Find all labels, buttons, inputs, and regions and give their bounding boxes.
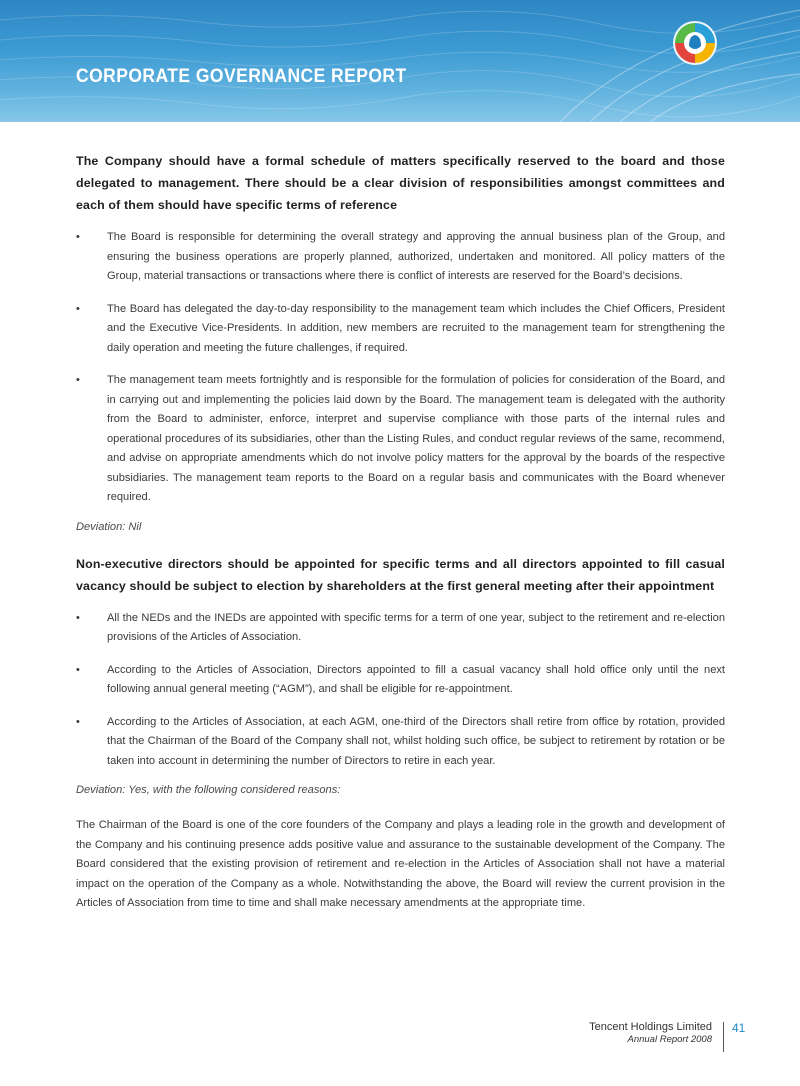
tencent-logo-icon [672, 20, 718, 66]
explanation-paragraph: The Chairman of the Board is one of the core founders of the Company and plays a leading role in the growth and development of the Company and his continuing presence adds positive value and assurance to the sustainable development of the Company. The Board considered that the existing provision of retirement and re-election in the Articles of Association shall not have a material impact on the operation of the Company as a whole. Notwithstanding the above, the Board will review the current provision in the Articles of Association from time to time and shall make necessary amendments at the appropriate time. [76, 819, 725, 909]
list-item-text: The Board is responsible for determining the overall strategy and approving the annual business plan of the Group, and ensuring the business operations are properly planned, authorized, undertaken and monitored. All policy matters of the Group, material transactions or transactions where there is conflict of interests are reserved for the Board’s decisions. [107, 231, 725, 282]
page-title: CORPORATE GOVERNANCE REPORT [76, 66, 407, 87]
list-item [76, 713, 725, 772]
footer-company-name: Tencent Holdings Limited [589, 1021, 712, 1033]
page-number: 41 [732, 1021, 746, 1035]
list-item-text: According to the Articles of Association, at each AGM, one-third of the Directors shall retire from office by rotation, provided that the Chairman of the Board of the Company shall not, whilst holding such office, be subject to retirement by rotation or be taken into account in determining the number of Directors to retire in each year. [107, 715, 725, 767]
list-item [76, 371, 725, 508]
bullet-marker: • [76, 663, 80, 676]
list-item-text: The management team meets fortnightly and is responsible for the formulation of policies for consideration of the Board, and in carrying out and implementing the policies laid down by the Board. The management team is delegated with the authority from the Board to administer, enforce, interpret and supervise compliance with those parts of the internal rules and operational procedures of its subsidiaries, other than the Listing Rules, and conduct regular reviews of the same, recommend, and advise on appropriate amendments which do not involve policy matters for the approval by the boards of the respective subsidiaries. The management team reports to the Board on a regular basis and communicates with the Board whenever required. [107, 374, 725, 503]
list-item [76, 300, 725, 359]
bullet-marker: • [76, 231, 80, 243]
list-item [76, 609, 725, 648]
list-item [76, 661, 725, 700]
footer-report-name: Annual Report 2008 [627, 1034, 712, 1045]
list-item-text: According to the Articles of Association, Directors appointed to fill a casual vacancy shall hold office only until the next following annual general meeting (“AGM”), and shall be eligible for re-appointment. [107, 663, 725, 695]
deviation-note: Deviation: Yes, with the following considered reasons: [76, 784, 341, 796]
footer [589, 1021, 712, 1045]
bullet-marker: • [76, 715, 80, 728]
bullet-marker: • [76, 611, 80, 624]
deviation-note: Deviation: Nil [76, 520, 142, 533]
section-heading-board-matters: The Company should have a formal schedule of matters specifically reserved to the board and those delegated to management. There should be a clear division of responsibilities amongst committees and each of them should have specific terms of reference [76, 154, 725, 212]
list-item-text: All the NEDs and the INEDs are appointed with specific terms for a term of one year, subject to the retirement and re-election provisions of the Articles of Association. [107, 611, 725, 643]
list-item-text: The Board has delegated the day-to-day responsibility to the management team which includes the Chief Officers, President and the Executive Vice-Presidents. In addition, new members are recruited to the management team for strengthening the daily operation and meeting the future challenges, if required. [107, 302, 725, 354]
bullet-marker: • [76, 302, 80, 315]
footer-divider [723, 1022, 724, 1052]
list-item [76, 228, 725, 287]
section-heading-non-executive-directors: Non-executive directors should be appointed for specific terms and all directors appointed to fill casual vacancy should be subject to election by shareholders at the first general meeting after their appointment [76, 556, 725, 593]
main-content [76, 150, 725, 914]
bullet-list-board-matters [76, 228, 725, 508]
bullet-list-non-executive-directors [76, 609, 725, 772]
bullet-marker: • [76, 374, 80, 386]
header-banner [0, 0, 800, 122]
